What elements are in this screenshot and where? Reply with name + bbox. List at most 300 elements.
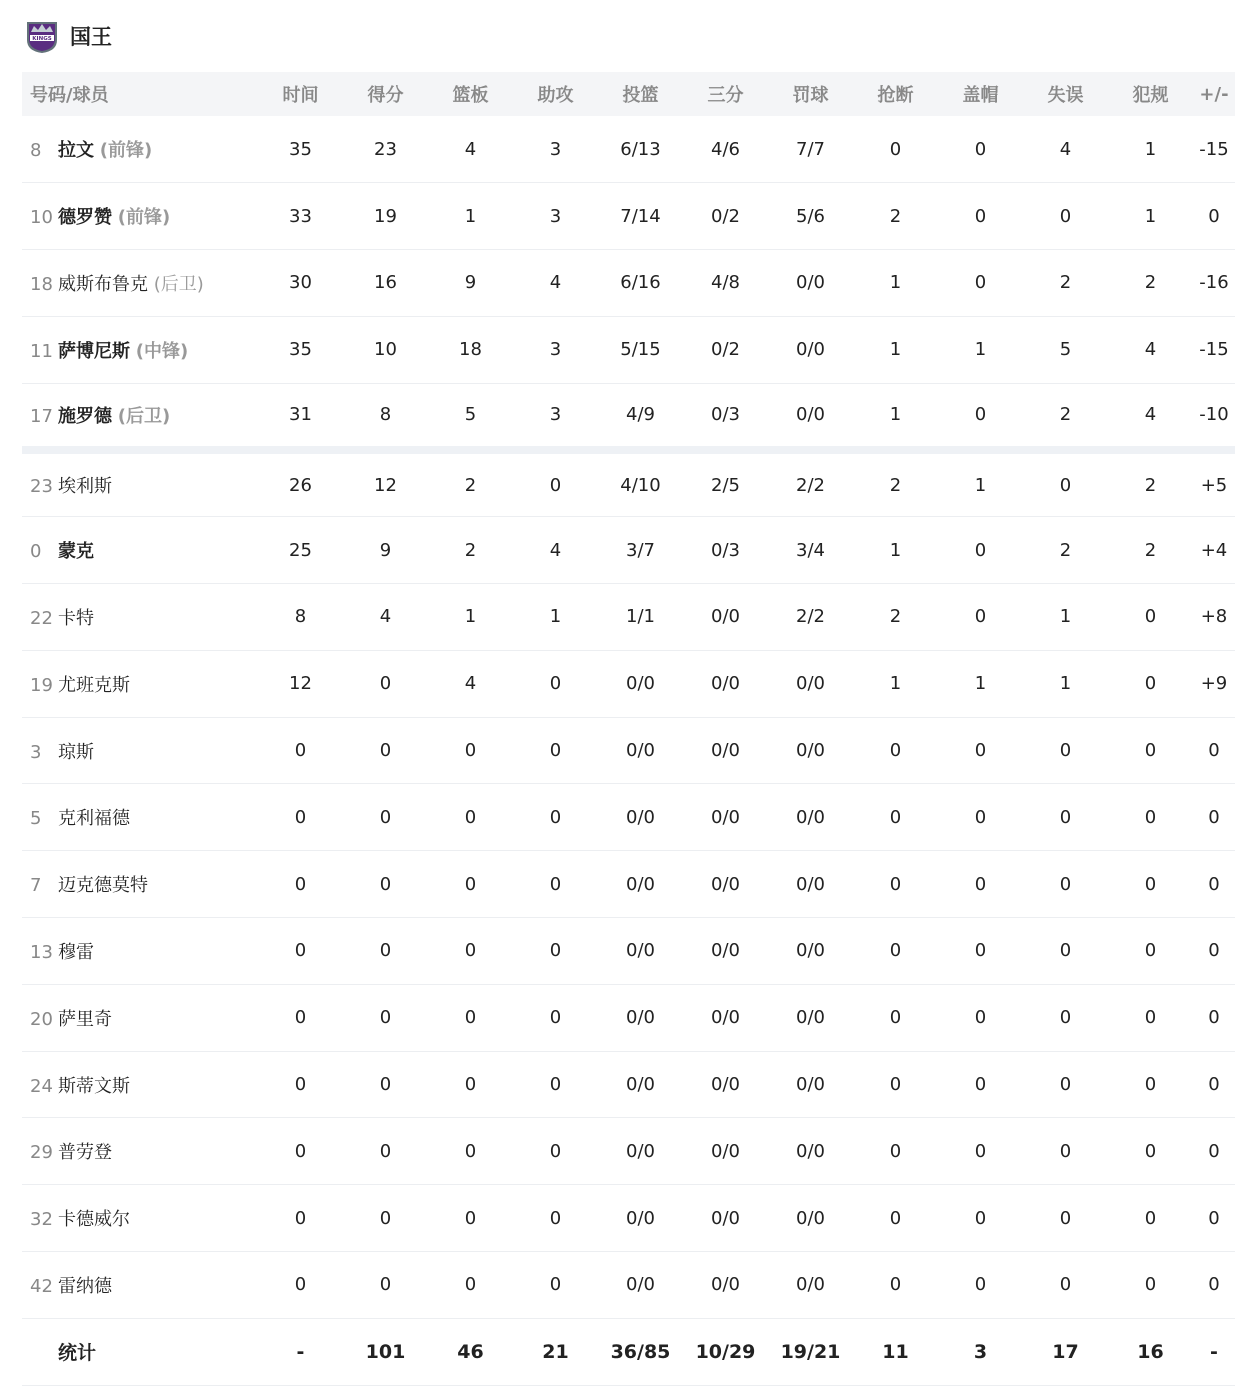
stat-points: 0 [379,1007,392,1029]
stat-minutes: 0 [294,1207,307,1229]
stat-steals: 2 [889,474,902,496]
jersey-number: 23 [30,476,53,498]
player-cell[interactable] [22,383,258,450]
stat-field-goals: 0/0 [626,806,655,828]
stat-minutes: 0 [294,940,307,962]
stat-free-throws: 0/0 [796,873,825,895]
stat-rebounds: 0 [464,1140,477,1162]
stat-assists: 0 [549,740,562,762]
total-assists: 21 [542,1340,569,1363]
player-name[interactable]: 蒙克 [58,541,94,563]
stat-minutes: 0 [294,1140,307,1162]
player-name[interactable]: 琼斯 [58,741,94,763]
jersey-number: 19 [30,674,53,696]
stat-points: 0 [379,1074,392,1096]
stat-three-pointers: 2/5 [711,474,740,496]
total-free-throws: 19/21 [780,1340,841,1363]
stat-fouls: 0 [1144,1207,1157,1229]
player-name[interactable]: 施罗德 [58,405,112,427]
stat-minutes: 0 [294,1274,307,1296]
stat-three-pointers: 0/0 [711,606,740,628]
player-cell[interactable] [22,650,258,717]
player-name[interactable]: 拉文 [58,140,94,162]
player-row[interactable] [22,1051,1235,1118]
stat-blocks: 0 [974,806,987,828]
stat-three-pointers: 0/0 [711,1074,740,1096]
box-score-panel [22,0,1235,1386]
stat-turnovers: 0 [1059,1140,1072,1162]
stat-minutes: 0 [294,1074,307,1096]
stat-rebounds: 0 [464,873,477,895]
stat-assists: 0 [549,1140,562,1162]
total-three-pointers: 10/29 [695,1340,756,1363]
stat-plus-minus: -16 [1199,272,1229,294]
stat-rebounds: 5 [464,404,477,426]
stat-field-goals: 0/0 [626,1140,655,1162]
stat-fouls: 4 [1144,339,1157,361]
stat-points: 8 [379,404,392,426]
stat-minutes: 0 [294,1007,307,1029]
stat-field-goals: 4/10 [620,474,661,496]
stat-blocks: 1 [974,474,987,496]
stat-fouls: 0 [1144,673,1157,695]
player-name[interactable]: 尤班克斯 [58,674,130,696]
stat-points: 0 [379,1140,392,1162]
stat-steals: 0 [889,940,902,962]
stat-free-throws: 0/0 [796,1207,825,1229]
stat-free-throws: 2/2 [796,606,825,628]
stat-free-throws: 0/0 [796,404,825,426]
player-row[interactable] [22,183,1235,250]
player-cell[interactable] [22,1252,258,1319]
stat-turnovers: 0 [1059,873,1072,895]
stat-turnovers: 0 [1059,205,1072,227]
stat-field-goals: 0/0 [626,1074,655,1096]
player-position: (前锋) [117,207,171,229]
stat-steals: 0 [889,138,902,160]
stat-assists: 0 [549,1274,562,1296]
stat-assists: 1 [549,606,562,628]
player-row[interactable] [22,1118,1235,1185]
player-row[interactable] [22,316,1235,383]
stat-field-goals: 7/14 [620,205,661,227]
stat-turnovers: 5 [1059,339,1072,361]
stat-free-throws: 0/0 [796,1274,825,1296]
stat-rebounds: 18 [459,339,482,361]
stat-steals: 0 [889,1007,902,1029]
player-name[interactable]: 卡特 [58,607,94,629]
player-cell[interactable] [22,183,258,250]
stat-points: 0 [379,740,392,762]
column-header-free-throws[interactable]: 罚球 [792,85,829,106]
stat-three-pointers: 0/3 [711,539,740,561]
stat-blocks: 0 [974,138,987,160]
stat-fouls: 2 [1144,539,1157,561]
stat-assists: 3 [549,404,562,426]
stat-fouls: 0 [1144,1074,1157,1096]
column-header-three-pointers[interactable]: 三分 [707,85,744,106]
stat-blocks: 1 [974,673,987,695]
player-cell[interactable] [22,784,258,851]
column-header-fouls[interactable]: 犯规 [1132,85,1169,106]
stat-plus-minus: 0 [1208,1074,1220,1096]
stat-field-goals: 6/13 [620,138,661,160]
stat-free-throws: 0/0 [796,272,825,294]
column-header-blocks[interactable]: 盖帽 [962,85,999,106]
stat-assists: 0 [549,1007,562,1029]
stat-minutes: 25 [289,539,312,561]
player-cell[interactable] [22,984,258,1051]
player-row[interactable] [22,1185,1235,1252]
player-row[interactable] [22,517,1235,584]
totals-label: 统计 [58,1342,97,1365]
stat-blocks: 0 [974,606,987,628]
stat-blocks: 0 [974,205,987,227]
stat-assists: 0 [549,474,562,496]
stat-blocks: 0 [974,873,987,895]
stat-plus-minus: +4 [1200,539,1228,561]
player-name[interactable]: 埃利斯 [58,476,112,498]
jersey-number: 42 [30,1275,53,1297]
player-cell[interactable] [22,250,258,317]
stat-steals: 0 [889,1274,902,1296]
stat-assists: 3 [549,138,562,160]
stat-turnovers: 0 [1059,740,1072,762]
stat-steals: 0 [889,806,902,828]
stat-turnovers: 0 [1059,1074,1072,1096]
stat-plus-minus: 0 [1208,1007,1220,1029]
total-minutes: - [296,1340,305,1363]
stat-steals: 1 [889,404,902,426]
stat-turnovers: 0 [1059,1007,1072,1029]
stat-turnovers: 1 [1059,673,1072,695]
jersey-number: 18 [30,273,53,295]
stat-steals: 0 [889,1207,902,1229]
stat-fouls: 2 [1144,272,1157,294]
stat-steals: 1 [889,673,902,695]
stat-steals: 0 [889,873,902,895]
stat-free-throws: 5/6 [796,205,825,227]
stat-blocks: 0 [974,1207,987,1229]
stat-blocks: 0 [974,404,987,426]
player-row[interactable] [22,851,1235,918]
stat-fouls: 4 [1144,404,1157,426]
team-name: 国王 [70,25,112,49]
stat-free-throws: 0/0 [796,740,825,762]
stat-fouls: 0 [1144,1140,1157,1162]
stat-free-throws: 7/7 [796,138,825,160]
jersey-number: 32 [30,1209,53,1231]
stat-points: 0 [379,940,392,962]
stat-rebounds: 0 [464,740,477,762]
player-row[interactable] [22,383,1235,450]
stat-rebounds: 2 [464,474,477,496]
stat-steals: 0 [889,1074,902,1096]
stat-field-goals: 0/0 [626,740,655,762]
stat-field-goals: 4/9 [626,404,655,426]
total-points: 101 [365,1340,406,1363]
total-rebounds: 46 [457,1340,484,1363]
stat-fouls: 0 [1144,740,1157,762]
player-name[interactable]: 迈克德莫特 [58,875,148,897]
stat-assists: 0 [549,940,562,962]
player-name[interactable]: 萨博尼斯 [58,340,130,362]
stat-three-pointers: 0/0 [711,1274,740,1296]
stat-turnovers: 0 [1059,806,1072,828]
stat-rebounds: 0 [464,1074,477,1096]
stat-turnovers: 2 [1059,272,1072,294]
stat-assists: 0 [549,873,562,895]
stat-three-pointers: 0/0 [711,673,740,695]
stat-assists: 0 [549,1074,562,1096]
stat-three-pointers: 0/3 [711,404,740,426]
stat-minutes: 0 [294,873,307,895]
stat-fouls: 0 [1144,606,1157,628]
stat-blocks: 0 [974,1007,987,1029]
stat-fouls: 0 [1144,806,1157,828]
jersey-number: 20 [30,1008,53,1030]
jersey-number: 5 [30,808,42,830]
stat-field-goals: 3/7 [626,539,655,561]
player-name[interactable]: 威斯布鲁克 [58,273,148,295]
stat-field-goals: 0/0 [626,1274,655,1296]
stat-blocks: 0 [974,539,987,561]
stat-assists: 4 [549,539,562,561]
jersey-number: 29 [30,1142,53,1164]
stat-three-pointers: 0/0 [711,940,740,962]
stat-turnovers: 0 [1059,474,1072,496]
stat-three-pointers: 0/2 [711,205,740,227]
player-name[interactable]: 雷纳德 [58,1275,112,1297]
player-position: (中锋) [135,340,189,362]
jersey-number: 10 [30,207,53,229]
stat-points: 0 [379,1207,392,1229]
stat-rebounds: 9 [464,272,477,294]
player-cell[interactable] [22,316,258,383]
stat-minutes: 31 [289,404,312,426]
stat-points: 0 [379,1274,392,1296]
stat-plus-minus: +8 [1200,606,1228,628]
stat-rebounds: 4 [464,138,477,160]
player-stats-table [22,72,1235,1386]
stat-assists: 0 [549,806,562,828]
stat-blocks: 1 [974,339,987,361]
stat-turnovers: 2 [1059,404,1072,426]
stat-points: 16 [374,272,397,294]
jersey-number: 0 [30,541,42,563]
player-row[interactable] [22,984,1235,1051]
stat-free-throws: 0/0 [796,1074,825,1096]
column-header-minutes[interactable]: 时间 [282,85,319,106]
column-header-assists[interactable]: 助攻 [537,85,574,106]
stat-assists: 3 [549,205,562,227]
total-plus-minus: - [1210,1340,1218,1363]
stat-minutes: 30 [289,272,312,294]
kings-logo-icon [24,18,60,54]
stat-three-pointers: 0/0 [711,1007,740,1029]
player-cell[interactable] [22,1118,258,1185]
stat-plus-minus: 0 [1208,873,1220,895]
player-row[interactable] [22,784,1235,851]
stat-plus-minus: -15 [1199,339,1229,361]
player-row[interactable] [22,250,1235,317]
stat-assists: 4 [549,272,562,294]
stat-plus-minus: +9 [1200,673,1228,695]
stat-free-throws: 0/0 [796,339,825,361]
stat-minutes: 35 [289,138,312,160]
stat-turnovers: 0 [1059,1207,1072,1229]
player-row[interactable] [22,717,1235,784]
player-name[interactable]: 德罗赞 [58,207,112,229]
player-cell[interactable] [22,450,258,517]
stat-points: 0 [379,873,392,895]
player-row[interactable] [22,918,1235,985]
total-field-goals: 36/85 [610,1340,671,1363]
stat-plus-minus: -10 [1199,404,1229,426]
player-cell[interactable] [22,717,258,784]
player-name[interactable]: 卡德威尔 [58,1209,130,1231]
jersey-number: 11 [30,340,53,362]
stat-three-pointers: 0/0 [711,740,740,762]
stat-minutes: 12 [289,673,312,695]
player-name[interactable]: 穆雷 [58,941,94,963]
stat-rebounds: 0 [464,1274,477,1296]
stat-plus-minus: 0 [1208,1207,1220,1229]
stat-steals: 0 [889,1140,902,1162]
stat-free-throws: 0/0 [796,673,825,695]
column-header-plus-minus[interactable]: +/- [1199,83,1229,105]
player-name[interactable]: 普劳登 [58,1142,112,1164]
player-cell[interactable] [22,1185,258,1252]
jersey-number: 7 [30,875,42,897]
stat-points: 0 [379,806,392,828]
stat-rebounds: 1 [464,606,477,628]
player-cell[interactable] [22,116,258,183]
player-cell[interactable] [22,918,258,985]
jersey-number: 22 [30,607,53,629]
column-header-player[interactable]: 号码/球员 [30,85,109,106]
stat-fouls: 1 [1144,138,1157,160]
stat-fouls: 0 [1144,873,1157,895]
stat-free-throws: 0/0 [796,1007,825,1029]
stat-free-throws: 3/4 [796,539,825,561]
stat-minutes: 26 [289,474,312,496]
stat-plus-minus: 0 [1208,1274,1220,1296]
stat-free-throws: 2/2 [796,474,825,496]
stat-steals: 1 [889,272,902,294]
player-name[interactable]: 斯蒂文斯 [58,1075,130,1097]
stat-three-pointers: 4/8 [711,272,740,294]
stat-field-goals: 0/0 [626,673,655,695]
player-cell[interactable] [22,851,258,918]
stat-turnovers: 2 [1059,539,1072,561]
stat-steals: 2 [889,606,902,628]
jersey-number: 8 [30,140,42,162]
stat-field-goals: 0/0 [626,1007,655,1029]
stat-turnovers: 1 [1059,606,1072,628]
player-row[interactable] [22,584,1235,651]
stat-steals: 0 [889,740,902,762]
player-cell[interactable] [22,517,258,584]
player-row[interactable] [22,650,1235,717]
player-name[interactable]: 萨里奇 [58,1008,112,1030]
stat-assists: 0 [549,1207,562,1229]
stat-rebounds: 1 [464,205,477,227]
stat-rebounds: 0 [464,940,477,962]
player-row[interactable] [22,1252,1235,1319]
jersey-number: 17 [30,405,53,427]
stat-plus-minus: 0 [1208,740,1220,762]
stat-plus-minus: +5 [1200,474,1228,496]
total-turnovers: 17 [1052,1340,1079,1363]
jersey-number: 3 [30,741,42,763]
stat-minutes: 0 [294,740,307,762]
stat-plus-minus: 0 [1208,1140,1220,1162]
stat-field-goals: 5/15 [620,339,661,361]
column-header-field-goals[interactable]: 投篮 [622,85,659,106]
stat-fouls: 0 [1144,1274,1157,1296]
stat-blocks: 0 [974,740,987,762]
stat-turnovers: 0 [1059,1274,1072,1296]
table-header-row [22,72,1235,116]
jersey-number: 24 [30,1075,53,1097]
stat-points: 10 [374,339,397,361]
stat-field-goals: 6/16 [620,272,661,294]
column-header-rebounds[interactable]: 篮板 [452,85,489,106]
player-position: (前锋) [99,140,153,162]
team-header [22,0,1235,72]
stat-field-goals: 0/0 [626,940,655,962]
stat-minutes: 33 [289,205,312,227]
stat-points: 23 [374,138,397,160]
column-header-points[interactable]: 得分 [367,85,404,106]
stat-rebounds: 0 [464,1007,477,1029]
stat-blocks: 0 [974,1140,987,1162]
player-row[interactable] [22,116,1235,183]
stat-plus-minus: -15 [1199,138,1229,160]
stat-plus-minus: 0 [1208,806,1220,828]
player-row[interactable] [22,450,1235,517]
stat-minutes: 35 [289,339,312,361]
stat-three-pointers: 0/0 [711,1207,740,1229]
player-name[interactable]: 克利福德 [58,808,130,830]
column-header-steals[interactable]: 抢断 [877,85,914,106]
stat-points: 0 [379,673,392,695]
stat-fouls: 2 [1144,474,1157,496]
jersey-number: 13 [30,941,53,963]
total-blocks: 3 [973,1340,988,1363]
stat-turnovers: 4 [1059,138,1072,160]
stat-blocks: 0 [974,272,987,294]
stat-blocks: 0 [974,940,987,962]
stat-blocks: 0 [974,1274,987,1296]
player-position: (后卫) [117,405,171,427]
stat-fouls: 1 [1144,205,1157,227]
stat-plus-minus: 0 [1208,205,1220,227]
stat-rebounds: 4 [464,673,477,695]
stat-field-goals: 0/0 [626,873,655,895]
stat-plus-minus: 0 [1208,940,1220,962]
stat-three-pointers: 0/0 [711,873,740,895]
stat-fouls: 0 [1144,1007,1157,1029]
player-cell[interactable] [22,584,258,651]
stat-turnovers: 0 [1059,940,1072,962]
stat-points: 19 [374,205,397,227]
total-fouls: 16 [1137,1340,1164,1363]
player-cell[interactable] [22,1051,258,1118]
column-header-turnovers[interactable]: 失误 [1047,85,1084,106]
logo-wordmark: KINGS [32,36,52,42]
